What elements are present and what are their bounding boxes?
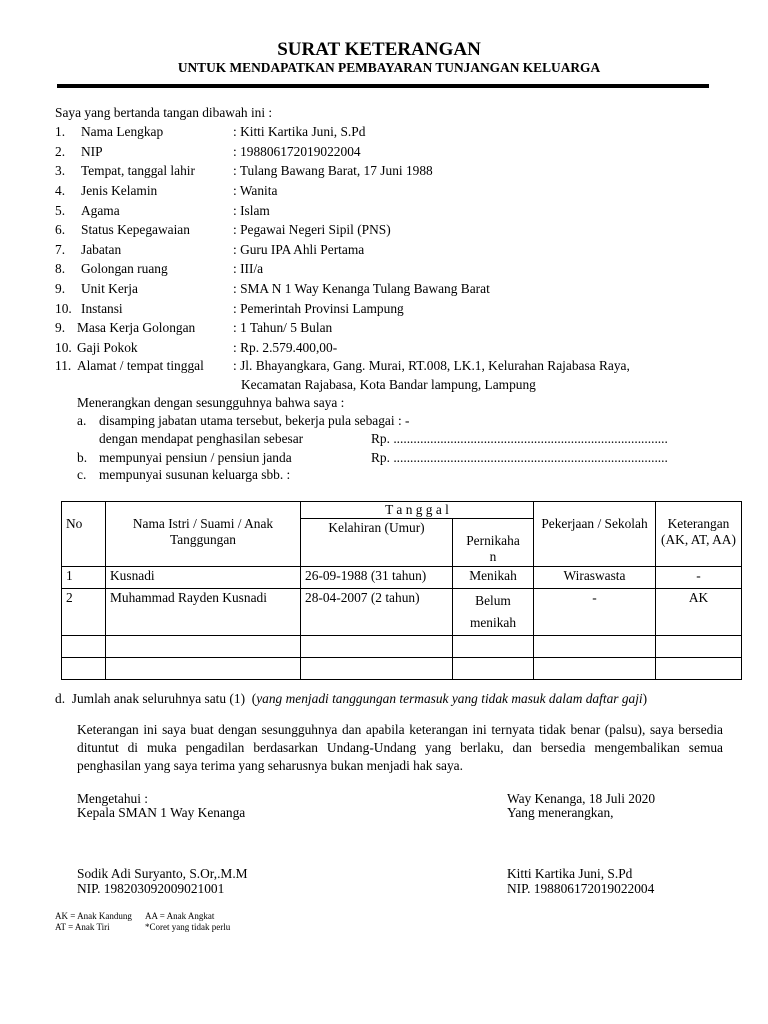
field-label: Jabatan	[81, 242, 122, 257]
children-note-text: Jumlah anak seluruhnya satu (1)	[71, 691, 246, 706]
field-number: 4.	[55, 183, 66, 198]
field-value: : Kitti Kartika Juni, S.Pd	[233, 124, 366, 139]
field-value: : Rp. 2.579.400,00-	[233, 340, 338, 355]
cell-marriage-line1: Belum	[475, 593, 511, 608]
statement-c-label: c.	[77, 467, 87, 482]
family-table	[61, 501, 742, 680]
cell-birth: 28-04-2007 (2 tahun)	[301, 589, 453, 636]
cell-name: Kusnadi	[106, 567, 301, 589]
legend-aa: AA = Anak Angkat	[145, 911, 215, 921]
field-value: : Islam	[233, 203, 270, 218]
children-note-close: )	[642, 691, 648, 706]
cell-marriage: Menikah	[453, 567, 534, 589]
header-marriage-line1: Pernikaha	[466, 533, 520, 548]
cell-note: AK	[656, 589, 742, 636]
table-row	[62, 567, 742, 589]
cell-job: Wiraswasta	[534, 567, 656, 589]
statement-a-income: dengan mendapat penghasilan sebesar	[99, 431, 304, 446]
header-job: Pekerjaan / Sekolah	[534, 502, 656, 567]
legend-coret: *Coret yang tidak perlu	[145, 922, 231, 932]
field-value: : Pemerintah Provinsi Lampung	[233, 301, 404, 316]
header-name: Nama Istri / Suami / Anak Tanggungan	[106, 502, 301, 567]
statement-a-text: disamping jabatan utama tersebut, bekerja pula sebagai : -	[99, 413, 410, 428]
statement-c-text: mempunyai susunan keluarga sbb. :	[99, 467, 291, 482]
cell-no: 2	[62, 589, 106, 636]
right-nip: NIP. 198806172019022004	[507, 881, 655, 896]
intro-text: Saya yang bertanda tangan dibawah ini :	[55, 105, 273, 120]
field-label: Nama Lengkap	[81, 124, 164, 139]
header-marriage	[453, 519, 534, 567]
field-value: : Tulang Bawang Barat, 17 Juni 1988	[233, 163, 433, 178]
children-note-italic: yang menjadi tanggungan termasuk yang tidak masuk dalam daftar gaji	[256, 691, 643, 706]
statement-b-rp: Rp. ..................................................................................	[371, 450, 668, 465]
field-number: 9.	[55, 281, 66, 296]
field-value: : III/a	[233, 261, 264, 276]
field-number: 7.	[55, 242, 66, 257]
table-row-empty	[62, 658, 742, 680]
field-value: : Pegawai Negeri Sipil (PNS)	[233, 222, 391, 237]
field-label: Gaji Pokok	[77, 340, 138, 355]
closing-paragraph: Keterangan ini saya buat dengan sesungguhnya dan apabila keterangan ini ternyata tidak benar (palsu), saya bersedia dituntut di muka pengadilan berdasarkan Undang-Undang yang berlaku, dan bersedia mengembalikan semua penghasilan yang saya terima yang seharusnya bukan menjadi hak saya.	[77, 722, 723, 773]
field-label: Masa Kerja Golongan	[77, 320, 196, 335]
field-label: Status Kepegawaian	[81, 222, 190, 237]
field-value: : 198806172019022004	[233, 144, 361, 159]
field-value: : SMA N 1 Way Kenanga Tulang Bawang Barat	[233, 281, 490, 296]
right-line1: Way Kenanga, 18 Juli 2020	[507, 791, 656, 806]
field-number: 9.	[55, 320, 66, 335]
left-nip: NIP. 198203092009021001	[77, 881, 225, 896]
field-label: Instansi	[81, 301, 123, 316]
cell-no: 1	[62, 567, 106, 589]
field-number: 5.	[55, 203, 66, 218]
field-number: 3.	[55, 163, 66, 178]
statement-a-rp: Rp. ..................................................................................	[371, 431, 668, 446]
cell-name: Muhammad Rayden Kusnadi	[106, 589, 301, 636]
field-number: 1.	[55, 124, 66, 139]
cell-job: -	[534, 589, 656, 636]
field-value: : Wanita	[233, 183, 278, 198]
legend-ak: AK = Anak Kandung	[55, 911, 132, 921]
statement-b-label: b.	[77, 450, 88, 465]
right-name: Kitti Kartika Juni, S.Pd	[507, 866, 633, 881]
field-label: Alamat / tempat tinggal	[77, 358, 204, 373]
cell-note: -	[656, 567, 742, 589]
field-number: 10.	[55, 301, 72, 316]
field-label: Tempat, tanggal lahir	[81, 163, 195, 178]
cell-birth: 26-09-1988 (31 tahun)	[301, 567, 453, 589]
statement-lead: Menerangkan dengan sesungguhnya bahwa saya :	[77, 395, 345, 410]
field-number: 8.	[55, 261, 66, 276]
field-value: : 1 Tahun/ 5 Bulan	[233, 320, 333, 335]
header-no: No	[62, 502, 106, 567]
field-label: Golongan ruang	[81, 261, 168, 276]
header-tanggal: T a n g g a l	[301, 502, 534, 519]
statement-b-text: mempunyai pensiun / pensiun janda	[99, 450, 292, 465]
field-value: : Jl. Bhayangkara, Gang. Murai, RT.008, LK.1, Kelurahan Rajabasa Raya,	[233, 358, 630, 373]
children-note-open: (	[251, 691, 257, 706]
field-label: NIP	[81, 144, 103, 159]
field-number: 2.	[55, 144, 66, 159]
table-row-empty	[62, 636, 742, 658]
table-row	[62, 589, 742, 636]
cell-marriage	[453, 589, 534, 636]
right-line2: Yang menerangkan,	[507, 805, 614, 820]
field-number: 10.	[55, 340, 72, 355]
document-subtitle: UNTUK MENDAPATKAN PEMBAYARAN TUNJANGAN KELUARGA	[177, 60, 601, 75]
header-marriage-line2: n	[489, 549, 497, 564]
children-note	[55, 691, 647, 707]
children-note-label: d.	[55, 691, 66, 706]
field-label: Unit Kerja	[81, 281, 138, 296]
address-line-2: Kecamatan Rajabasa, Kota Bandar lampung, Lampung	[241, 377, 536, 392]
left-line1: Mengetahui :	[77, 791, 149, 806]
statement-a-label: a.	[77, 413, 87, 428]
field-number: 11.	[55, 358, 72, 373]
legend-at: AT = Anak Tiri	[55, 922, 110, 932]
field-label: Agama	[81, 203, 120, 218]
table-header-row	[62, 502, 742, 519]
field-value: : Guru IPA Ahli Pertama	[233, 242, 365, 257]
field-label: Jenis Kelamin	[81, 183, 158, 198]
field-number: 6.	[55, 222, 66, 237]
left-name: Sodik Adi Suryanto, S.Or,.M.M	[77, 866, 248, 881]
left-line2: Kepala SMAN 1 Way Kenanga	[77, 805, 246, 820]
document-title: SURAT KETERANGAN	[277, 39, 481, 60]
cell-marriage-line2: menikah	[469, 615, 517, 630]
header-note: Keterangan (AK, AT, AA)	[656, 502, 742, 567]
header-rule	[57, 84, 709, 88]
header-birth: Kelahiran (Umur)	[301, 519, 453, 567]
